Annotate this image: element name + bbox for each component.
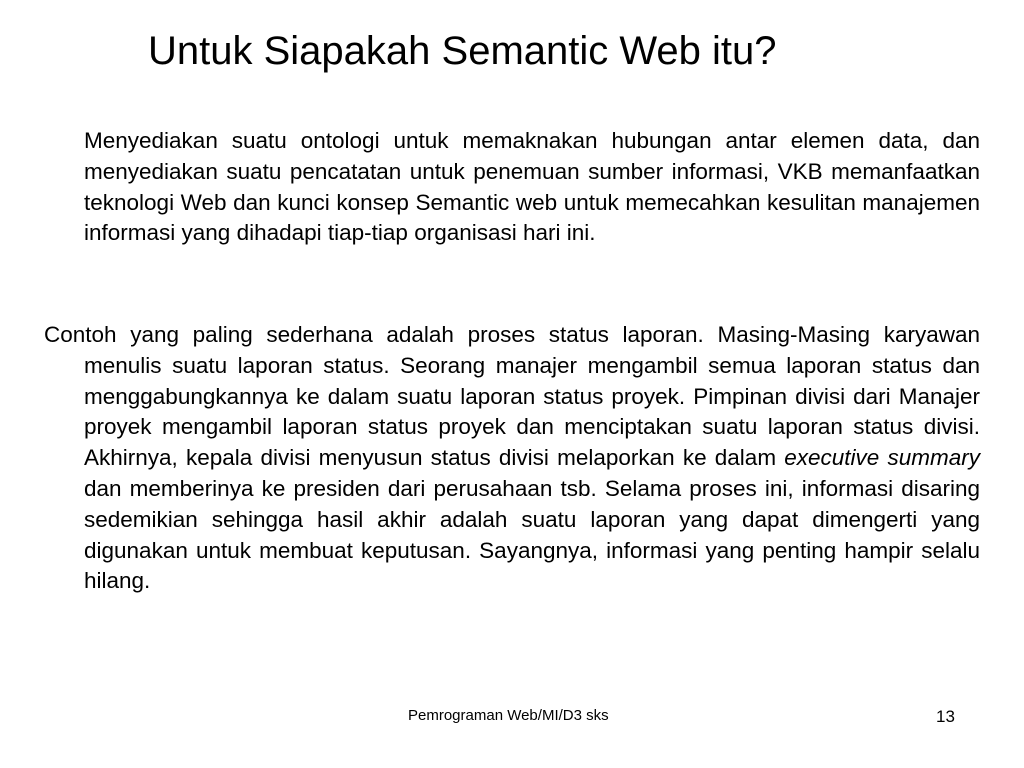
executive-summary-emphasis: executive summary — [784, 445, 980, 471]
slide-page-number: 13 — [936, 707, 955, 726]
slide-title: Untuk Siapakah Semantic Web itu? — [148, 29, 777, 73]
body-paragraph-2 — [44, 320, 980, 597]
paragraph-2-text-end: dan memberinya ke presiden dari perusahaan tsb. Selama proses ini, informasi disaring sedemikian sehingga hasil akhir adalah suatu laporan yang dapat dimengerti yang digunakan untuk membuat keputusan. Sayangnya, informasi yang penting hampir selalu hilang. — [84, 475, 980, 594]
paragraph-2-text-start: Contoh yang paling sederhana adalah proses status laporan. Masing-Masing karyawan menulis suatu laporan status. Seorang manajer mengambil semua laporan status dan menggabungkannya ke dalam suatu laporan status proyek. Pimpinan divisi dari Manajer proyek mengambil laporan status proyek dan menciptakan suatu laporan status divisi. Akhirnya, kepala divisi menyusun status divisi melaporkan ke dalam — [44, 322, 980, 471]
body-paragraph-1: Menyediakan suatu ontologi untuk memaknakan hubungan antar elemen data, dan menyediakan suatu pencatatan untuk penemuan sumber informasi, VKB memanfaatkan teknologi Web dan kunci konsep Semantic web untuk memecahkan kesulitan manajemen informasi yang dihadapi tiap-tiap organisasi hari ini. — [84, 128, 980, 246]
footer-course-label: Pemrograman Web/MI/D3 sks — [408, 707, 609, 724]
